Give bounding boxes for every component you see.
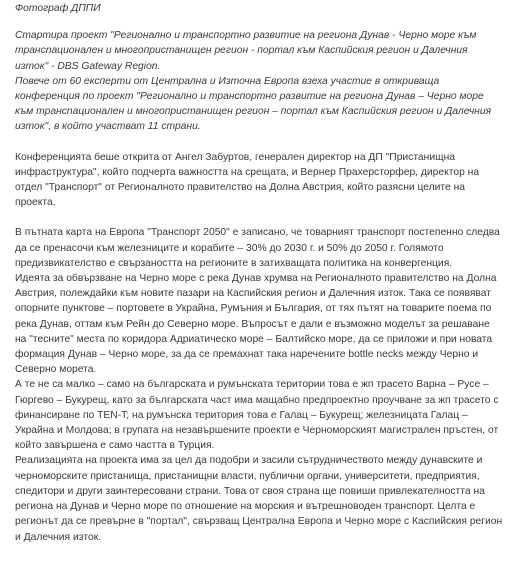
body-paragraph: Идеята за обвързване на Черно море с река Дунав хрумва на Регионалното правителство на Долна Австрия, полеждайки към новите пазари на Каспийския регион и Далечния изток. Така се появяват опорните пунктове – портовете в Украйна, Румъния и България, от тях пътят на товарите поема по река Дунав, оттам към Рейн до Северно море. Въпросът е дали е възможно моделът за решаване на "тесните" места по коридора Адриатическо море – Балтийско море, да се приложи и при новата формация Дунав – Черно море, за да се премахнат така наречените bottle necks между Черно и Северно морета. xyxy=(15,273,497,376)
lead-paragraph: Повече от 60 експерти от Централна и Източна Европа взеха участие в откриваща конференция по проект "Регионално и транспортно развитие на региона Дунав – Черно море към трансnационален и многопристанищен регион – портал към Каспийския регион и Далечния изток", в който участват 11 страни. xyxy=(15,75,492,133)
body-paragraph: В пътната карта на Европа "Транспорт 2050" е записано, че товарният транспорт постепенно следва да се пренасочи към железниците и корабите – 30% до 2030 г. и 50% до 2050 г. Голямото предизвикателство е свързаността на регионите в затихващата политика на конвергенция. xyxy=(15,227,500,269)
body-paragraph: Конференцията беше открита от Ангел Забуртов, генералeн директор на ДП "Пристанищна инфраструктура", който подчерта важността на срещата, и Вернер Прахерсторфер, директор на отдел "Транспорт" от Регионалното правителство на Долна Австрия, който разясни целите на проекта. xyxy=(15,151,480,209)
lead-paragraph: Стартира проект "Регионално и транспортно развитие на региона Дунав - Черно море към трансnационален и многопристанищен регион - портал към Каспийския регион и Далечния изток" - DBS Gateway Region. xyxy=(15,30,477,72)
article xyxy=(15,1,503,545)
body-paragraph: Реализацията на проекта има за цел да подобри и засили сътрудничеството между дунавските и черноморските пристанища, пристанищни власти, публични органи, университети, предприятия, спедитори и други заинтересовани страни. Това от своя страна ще повиши привлекателността на региона на Дунав и Черно море по отношение на морския и вътрешноводен транспорт. Целта е регионът да се превърне в "портал", свързващ Централна Европа и Черно море с Каспийския регион и Далечния изток. xyxy=(15,455,503,543)
body-paragraph: А те не са малко – само на българската и румънската територии това е жп трасето Варна – Русе – Гюргево – Букурещ, като за българската част има мащабно предпроектно проучване за жп трасето с финансиране по TEN-T; на румънска територия това е Галац – Букурещ; железницата Галац – Украйна и Молдова; в групата на незавършените проекти е Черноморският магистрален пръстен, от който завършена е само частта в Турция. xyxy=(15,379,499,452)
photo-credit: Фотограф ДППИ xyxy=(15,3,101,14)
